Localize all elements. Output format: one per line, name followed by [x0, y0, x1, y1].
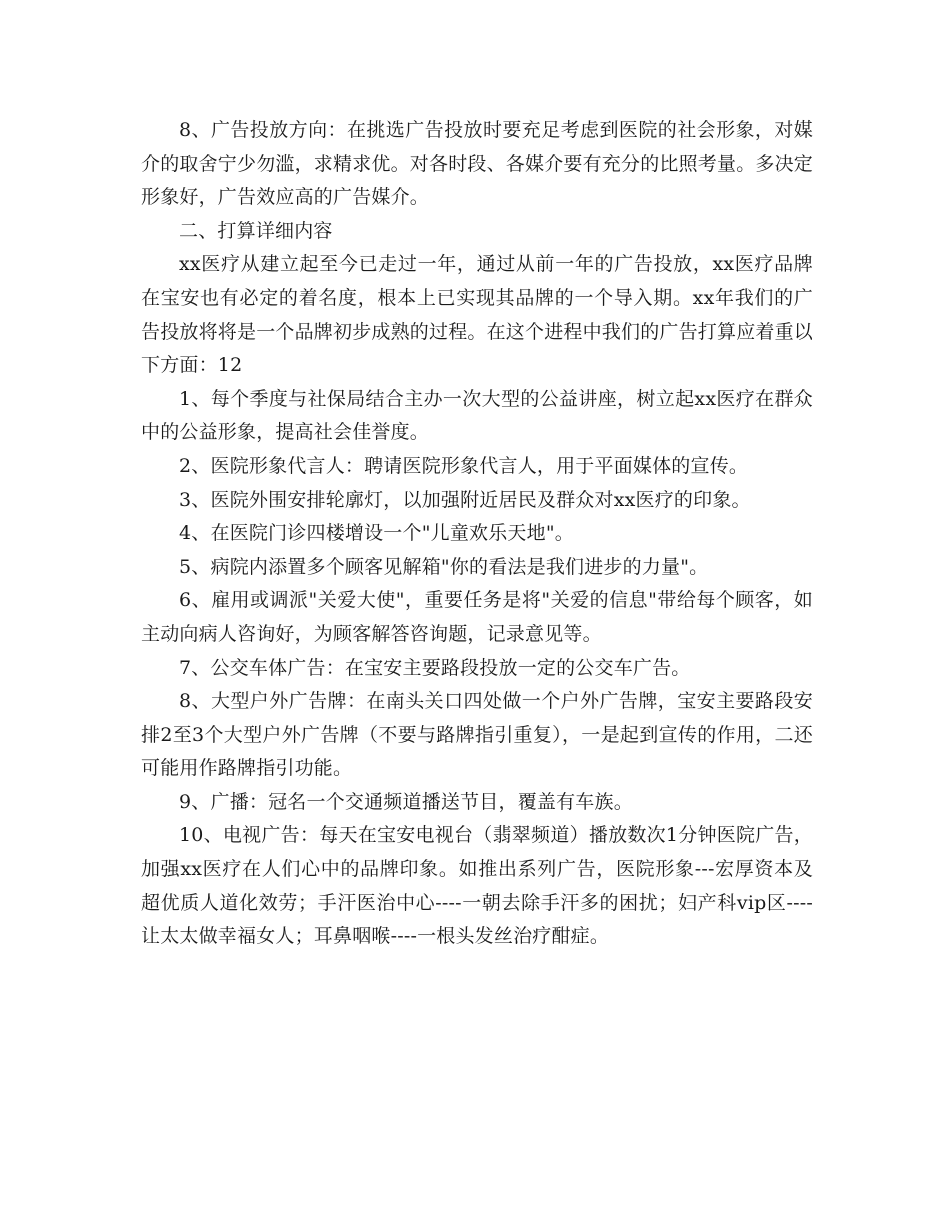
- list-item-10: 10、电视广告：每天在宝安电视台（翡翠频道）播放数次1分钟医院广告，加强xx医疗在人们心中的品牌印象。如推出系列广告，医院形象---宏厚资本及超优质人道化效劳；手汗医治中心----一朝去除手汗多的困扰；妇产科vip区----让太太做幸福女人；耳鼻咽喉----一根头发丝治疗酣症。: [141, 824, 813, 948]
- list-item-5: 5、病院内添置多个顾客见解箱"你的看法是我们进步的力量"。: [179, 555, 709, 578]
- paragraph-ad-direction: 8、广告投放方向：在挑选广告投放时要充足考虑到医院的社会形象，对媒介的取舍宁少勿滥，求精求优。对各时段、各媒介要有充分的比照考量。多决定形象好，广告效应高的广告媒介。: [141, 119, 814, 209]
- list-item-9: 9、广播：冠名一个交通频道播送节目，覆盖有车族。: [179, 790, 633, 813]
- list-item-4: 4、在医院门诊四楼增设一个"儿童欢乐天地"。: [179, 522, 574, 545]
- paragraph-intro: xx医疗从建立起至今已走过一年，通过从前一年的广告投放，xx医疗品牌在宝安也有必定的着名度，根本上已实现其品牌的一个导入期。xx年我们的广告投放将将是一个品牌初步成熟的过程。在这个进程中我们的广告打算应着重以下方面：12: [141, 253, 814, 377]
- section-heading-plan-details: 二、打算详细内容: [179, 219, 333, 242]
- document-body: [141, 114, 813, 954]
- list-item-3: 3、医院外围安排轮廓灯，以加强附近居民及群众对xx医疗的印象。: [179, 488, 751, 511]
- list-item-8: 8、大型户外广告牌：在南头关口四处做一个户外广告牌，宝安主要路段安排2至3个大型户外广告牌（不要与路牌指引重复），一是起到宣传的作用，二还可能用作路牌指引功能。: [141, 690, 813, 780]
- list-item-1: 1、每个季度与社保局结合主办一次大型的公益讲座，树立起xx医疗在群众中的公益形象，提高社会佳誉度。: [141, 387, 813, 444]
- list-item-2: 2、医院形象代言人：聘请医院形象代言人，用于平面媒体的宣传。: [179, 454, 749, 477]
- list-item-7: 7、公交车体广告：在宝安主要路段投放一定的公交车广告。: [179, 656, 691, 679]
- list-item-6: 6、雇用或调派"关爱大使"，重要任务是将"关爱的信息"带给每个顾客，如主动向病人咨询好，为顾客解答咨询题，记录意见等。: [141, 589, 813, 645]
